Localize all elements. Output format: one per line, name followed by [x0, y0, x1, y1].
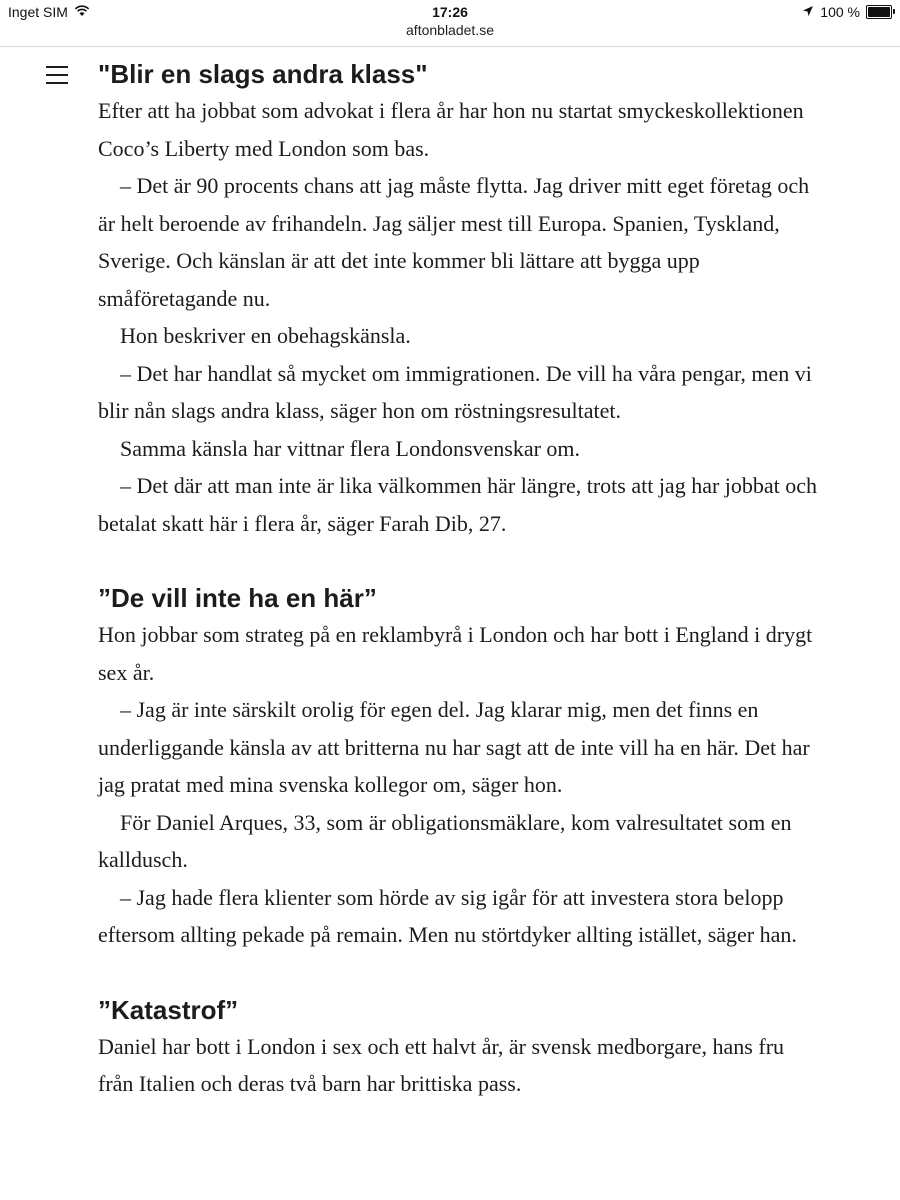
article-paragraph: Daniel har bott i London i sex och ett halvt år, är svensk medborgare, hans fru från Italien och deras två barn har brittiska pass.	[98, 1033, 785, 1096]
section-heading: "Blir en slags andra klass"	[98, 59, 428, 89]
article-section	[98, 56, 818, 542]
article-paragraph: Efter att ha jobbat som advokat i flera år har hon nu startat smyckeskollektionen Coco’s Liberty med London som bas.	[98, 98, 804, 161]
article-paragraph: – Det är 90 procents chans att jag måste flytta. Jag driver mitt eget företag och är helt beroende av frihandeln. Jag säljer mest till Europa. Spanien, Tyskland, Sverige. Och känslan är att det inte kommer bli lättare att bygga upp småföretagande nu.	[98, 173, 810, 311]
article-section	[98, 992, 818, 1103]
hamburger-menu-icon[interactable]	[46, 66, 68, 84]
status-right	[802, 4, 892, 20]
article-paragraph: För Daniel Arques, 33, som är obligationsmäklare, kom valresultatet som en kalldusch.	[98, 809, 792, 872]
clock: 17:26	[432, 4, 468, 20]
carrier-label: Inget SIM	[8, 4, 68, 20]
article-paragraph: Samma känsla har vittnar flera Londonsvenskar om.	[120, 435, 581, 461]
article-section	[98, 580, 818, 954]
status-bar	[0, 0, 900, 24]
article-paragraph: – Det där att man inte är lika välkommen här längre, trots att jag har jobbat och betalat skatt här i flera år, säger Farah Dib, 27.	[98, 473, 818, 536]
article-paragraph: – Jag hade flera klienter som hörde av sig igår för att investera stora belopp eftersom allting pekade på remain. Men nu störtdyker allting istället, säger han.	[98, 884, 797, 947]
article-paragraph: Hon beskriver en obehagskänsla.	[120, 323, 411, 348]
battery-icon	[866, 5, 892, 19]
url-bar[interactable]: aftonbladet.se	[406, 22, 494, 38]
article-paragraph: Hon jobbar som strateg på en reklambyrå i London och har bott i England i drygt sex år.	[98, 622, 813, 685]
location-arrow-icon	[802, 4, 814, 20]
article-paragraph: – Jag är inte särskilt orolig för egen del. Jag klarar mig, men det finns en underliggande känsla av att britterna nu har sagt att de inte vill ha en här. Det har jag pratat med mina svenska kollegor om, säger hon.	[98, 697, 810, 797]
battery-percent: 100 %	[820, 4, 860, 20]
article-paragraph: – Det har handlat så mycket om immigrationen. De vill ha våra pengar, men vi blir nån slags andra klass, säger hon om röstningsresultatet.	[98, 360, 812, 423]
article-body	[98, 56, 818, 1103]
header-divider	[0, 46, 900, 47]
section-heading: ”Katastrof”	[98, 994, 239, 1025]
section-heading: ”De vill inte ha en här”	[98, 583, 377, 613]
